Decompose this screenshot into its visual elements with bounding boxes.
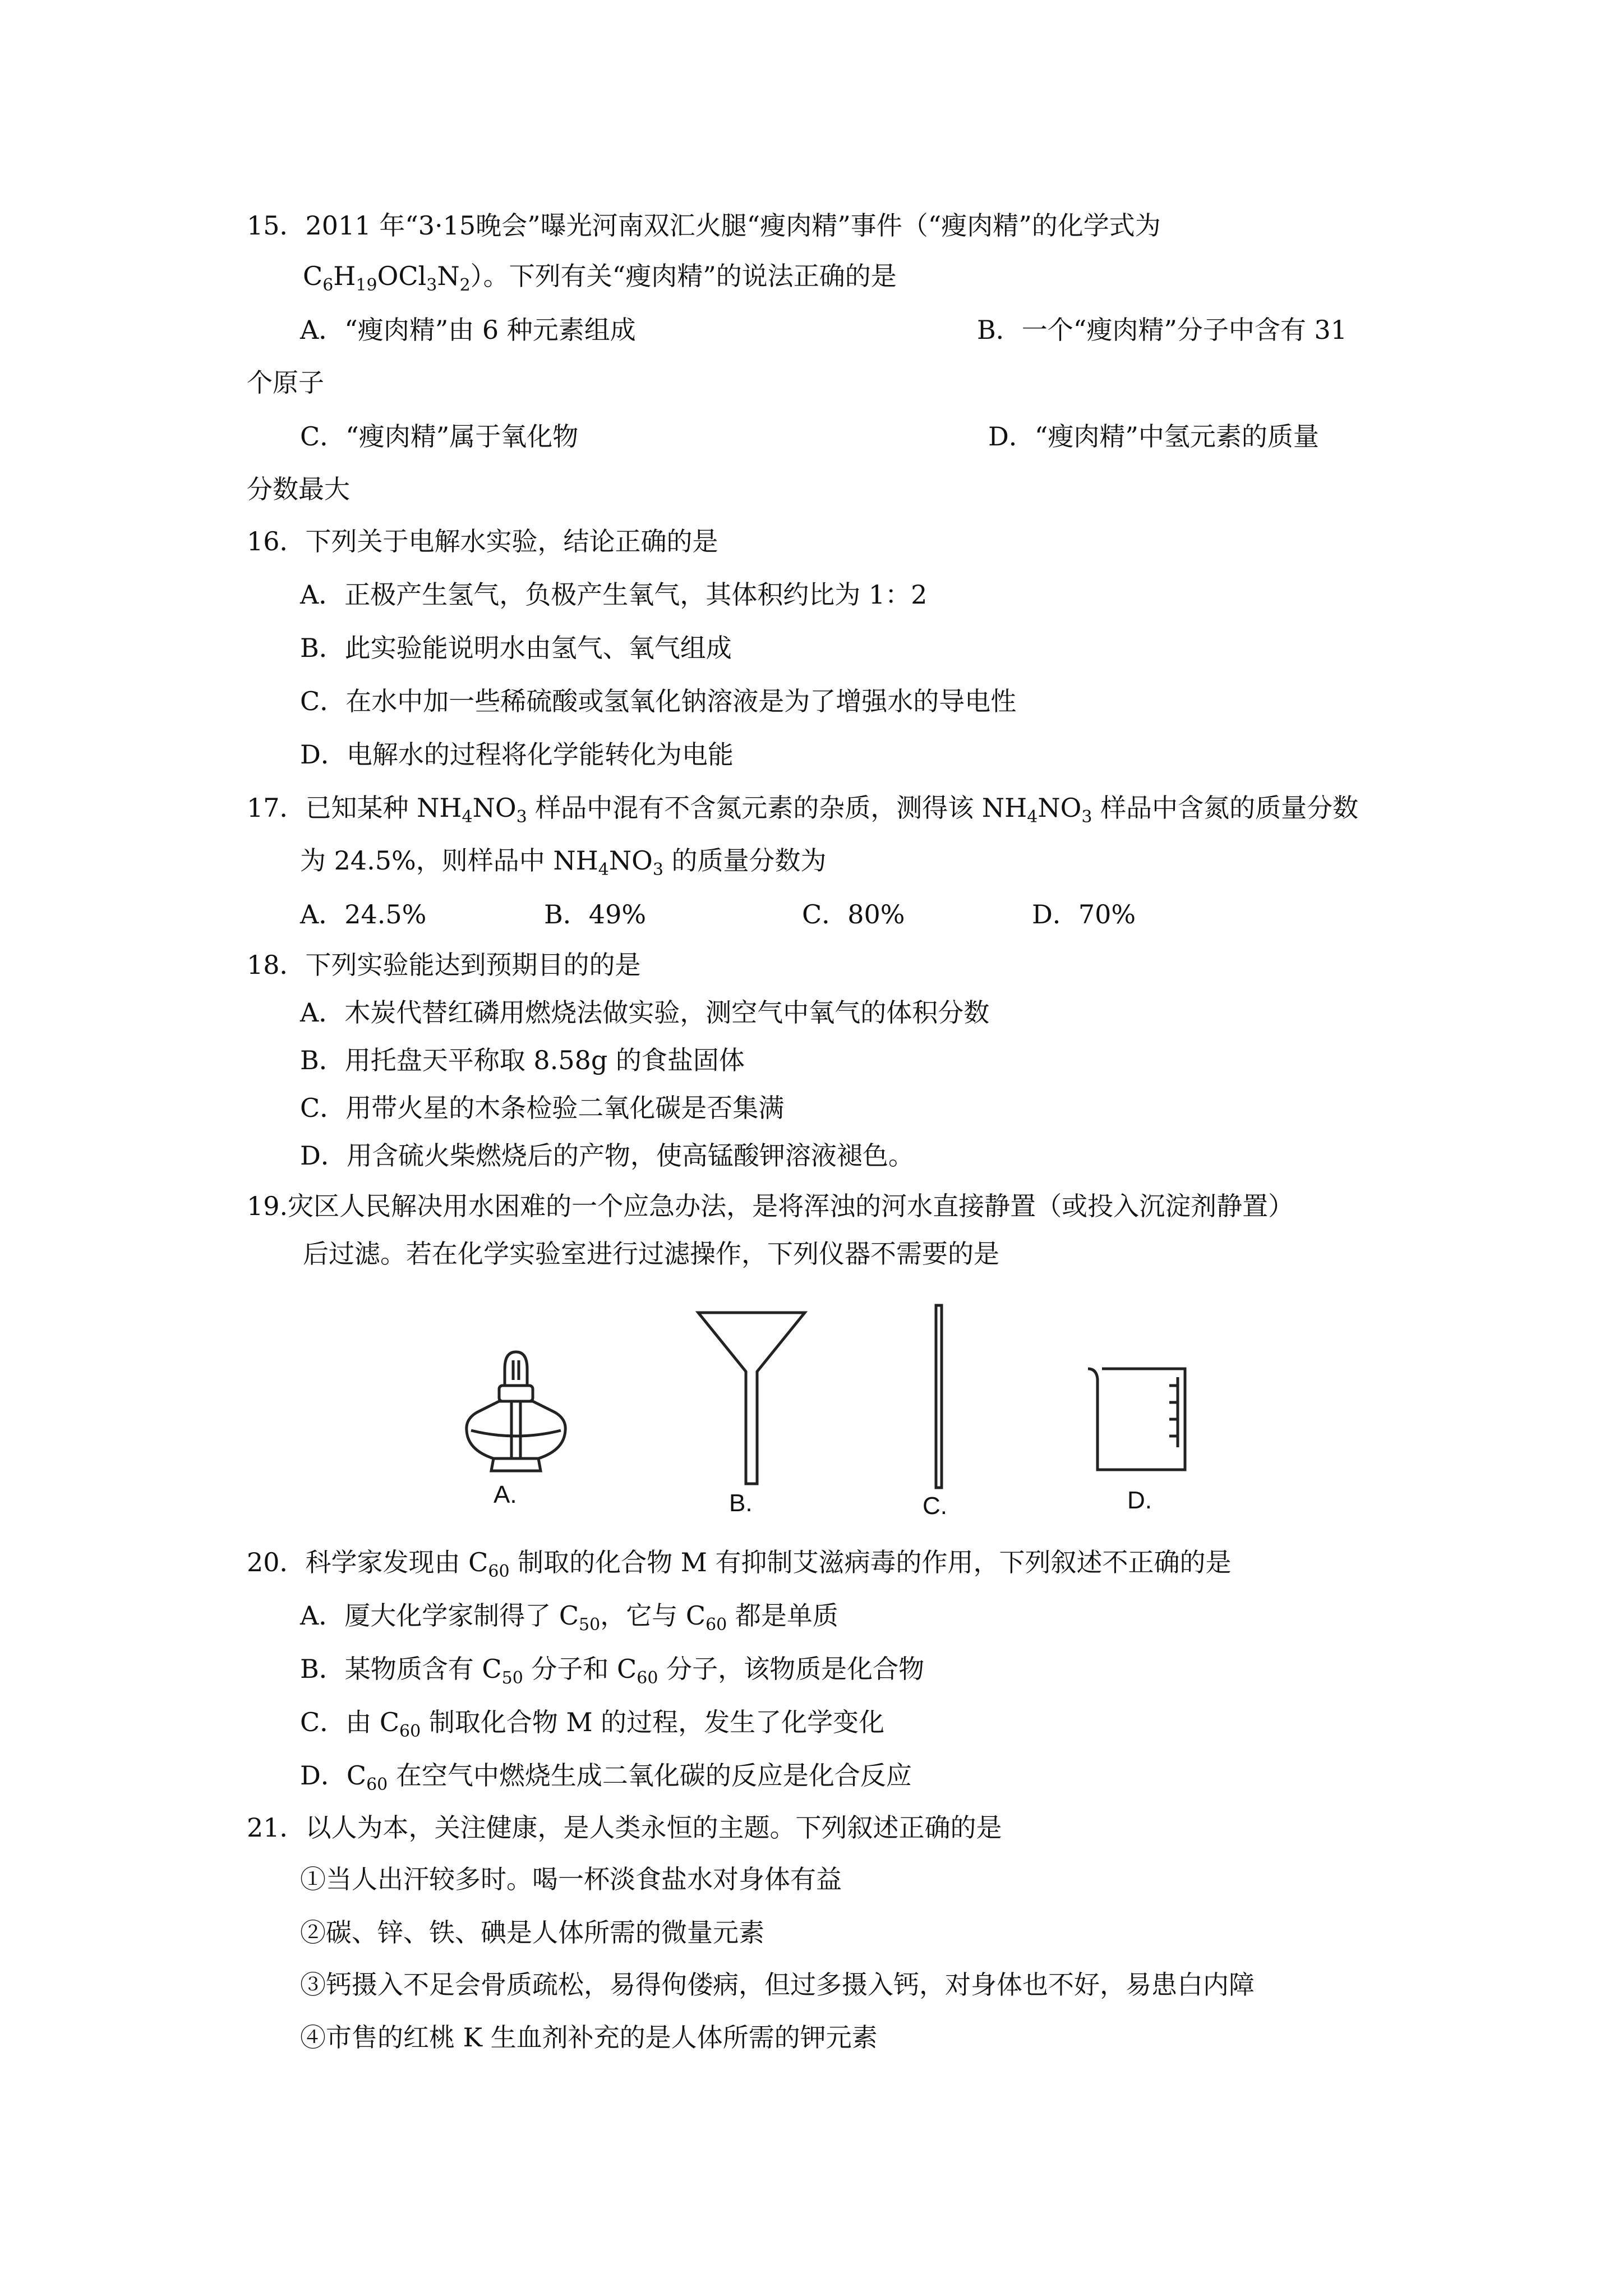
q18-option-c: C．用带火星的木条检验二氧化碳是否集满 (300, 1093, 785, 1123)
q19-label-c: C. (923, 1492, 947, 1520)
q15-stem-line2: $C_6H_{19}OCl_3N_2$）。下列有关“瘦肉精”的说法正确的是 (303, 261, 897, 295)
q19-label-d: D. (1127, 1487, 1152, 1514)
beaker-icon (1085, 1363, 1197, 1475)
q19-label-a: A. (494, 1481, 517, 1508)
q19-stem-line2: 后过滤。若在化学实验室进行过滤操作，下列仪器不需要的是 (303, 1239, 999, 1269)
funnel-icon (695, 1310, 808, 1489)
q16-option-a: A．正极产生氢气，负极产生氧气，其体积约比为 1：2 (300, 579, 928, 610)
q18-stem: 18．下列实验能达到预期目的的是 (247, 950, 641, 980)
q17-option-b: B．49% (544, 899, 647, 930)
q17-option-a: A．24.5% (300, 899, 427, 930)
q15-stem-line1: 15．2011 年“3·15晚会”曝光河南双汇火腿“瘦肉精”事件（“瘦肉精”的化学式为 (247, 210, 1161, 241)
q20-option-d: D．$C_{60}$ 在空气中燃烧生成二氧化碳的反应是化合反应 (300, 1760, 912, 1795)
glass-rod-icon (934, 1304, 945, 1489)
q16-option-c: C．在水中加一些稀硫酸或氢氧化钠溶液是为了增强水的导电性 (300, 686, 1017, 716)
q15-option-d: D．“瘦肉精”中氢元素的质量 (988, 421, 1319, 452)
q17-option-d: D．70% (1032, 899, 1136, 930)
alcohol-lamp-icon (460, 1346, 572, 1481)
q21-item-3: ③钙摄入不足会骨质疏松，易得佝偻病，但过多摄入钙，对身体也不好，易患白内障 (300, 1970, 1255, 2000)
q15-option-d-cont: 分数最大 (247, 474, 350, 504)
q21-stem: 21．以人为本，关注健康，是人类永恒的主题。下列叙述正确的是 (247, 1812, 1002, 1843)
q21-item-2: ②碳、锌、铁、碘是人体所需的微量元素 (300, 1917, 764, 1948)
q17-stem-line1: 17．已知某种 $NH_4NO_3$ 样品中混有不含氮元素的杂质，测得该 $NH_4NO_3$ 样品中含氮的质量分数 (247, 793, 1359, 827)
q15-option-a: A．“瘦肉精”由 6 种元素组成 (300, 315, 636, 345)
q18-option-d: D．用含硫火柴燃烧后的产物，使高锰酸钾溶液褪色。 (300, 1140, 914, 1171)
q15-option-c: C．“瘦肉精”属于氧化物 (300, 421, 579, 452)
q19-stem-line1: 19.灾区人民解决用水困难的一个应急办法，是将浑浊的河水直接静置（或投入沉淀剂静置） (247, 1191, 1294, 1221)
q17-option-c: C．80% (802, 899, 905, 930)
q18-option-b: B．用托盘天平称取 8.58g 的食盐固体 (300, 1045, 745, 1075)
q16-option-d: D．电解水的过程将化学能转化为电能 (300, 739, 734, 770)
q21-item-1: ①当人出汗较多时。喝一杯淡食盐水对身体有益 (300, 1864, 842, 1894)
q20-option-c: C．由 $C_{60}$ 制取化合物 M 的过程，发生了化学变化 (300, 1707, 885, 1741)
q16-stem: 16．下列关于电解水实验，结论正确的是 (247, 526, 718, 556)
q17-stem-line2: 为 24.5%，则样品中 $NH_4NO_3$ 的质量分数为 (300, 845, 827, 880)
q15-option-b-cont: 个原子 (247, 367, 324, 398)
q15-option-b: B．一个“瘦肉精”分子中含有 31 (977, 315, 1347, 345)
q20-option-b: B．某物质含有 $C_{50}$ 分子和 $C_{60}$ 分子，该物质是化合物 (300, 1654, 925, 1688)
q19-label-b: B. (729, 1489, 753, 1517)
q20-option-a: A．厦大化学家制得了 $C_{50}$，它与 $C_{60}$ 都是单质 (300, 1600, 838, 1635)
q20-stem: 20．科学家发现由 $C_{60}$ 制取的化合物 M 有抑制艾滋病毒的作用，下列叙述不正确的是 (247, 1547, 1232, 1581)
q18-option-a: A．木炭代替红磷用燃烧法做实验，测空气中氧气的体积分数 (300, 997, 990, 1028)
q21-item-4: ④市售的红桃 K 生血剂补充的是人体所需的钾元素 (300, 2022, 878, 2053)
q15-formula: $C_6H_{19}OCl_3N_2$ (303, 261, 471, 295)
q16-option-b: B．此实验能说明水由氢气、氧气组成 (300, 633, 732, 663)
